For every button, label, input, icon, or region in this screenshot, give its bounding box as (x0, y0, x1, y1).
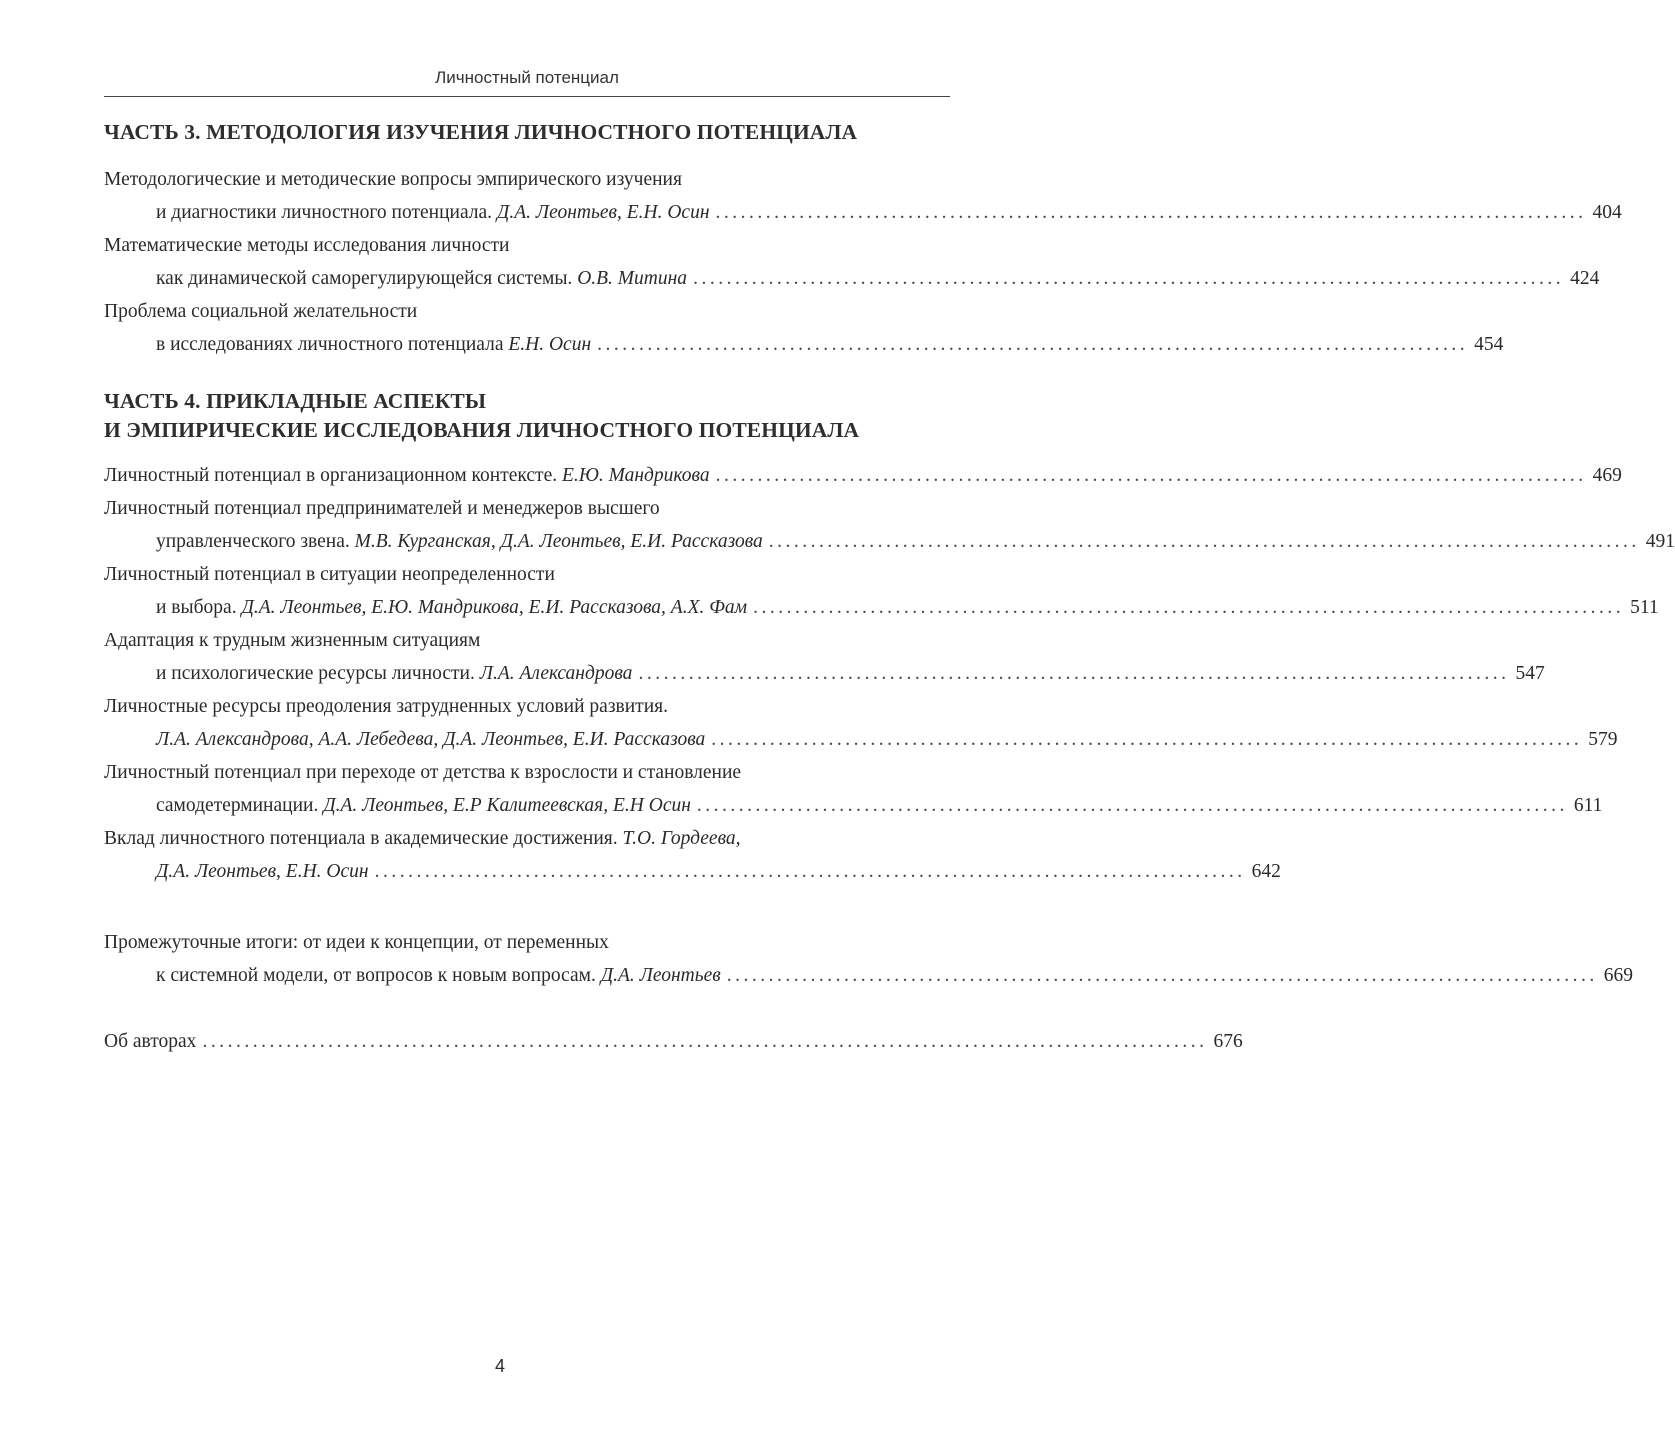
part-4-heading (104, 387, 948, 445)
entry-page: 579 (1588, 729, 1618, 750)
entry-author: О.В. Митина (577, 268, 688, 289)
toc-entry[interactable] (104, 756, 1603, 822)
toc-entry[interactable] (104, 229, 1600, 295)
toc-entry[interactable] (104, 690, 1618, 756)
entry-author-first: Т.О. Гордеева, (622, 828, 741, 849)
entry-title-cont: как динамической саморегулирующейся системы. (156, 268, 573, 289)
dot-leader: ........................................................................................................ (374, 861, 1246, 882)
toc-entry[interactable] (104, 492, 1675, 558)
part-4-heading-line1: ЧАСТЬ 4. ПРИКЛАДНЫЕ АСПЕКТЫ (104, 389, 487, 413)
entry-author: Д.А. Леонтьев, Е.Н. Осин (156, 861, 369, 882)
entry-title-line: Проблема социальной желательности (104, 301, 418, 322)
dot-leader: ........................................................................................................ (693, 268, 1565, 289)
entry-author: Д.А. Леонтьев, Е.Р Калитеевская, Е.Н Осин (323, 795, 691, 816)
dot-leader: ........................................................................................................ (711, 729, 1583, 750)
entry-author: Л.А. Александрова (479, 663, 633, 684)
entry-page: 404 (1592, 202, 1622, 223)
entry-author: Д.А. Леонтьев, Е.Ю. Мандрикова, Е.И. Рассказова, А.Х. Фам (241, 597, 748, 618)
toc-entry[interactable] (104, 459, 1622, 492)
entry-author: Е.Н. Осин (508, 334, 592, 355)
dot-leader: ........................................................................................................ (768, 531, 1640, 552)
dot-leader: ........................................................................................................ (726, 965, 1598, 986)
dot-leader: ........................................................................................................ (597, 334, 1469, 355)
header-rule (104, 96, 950, 97)
entry-title-line: Личностный потенциал в ситуации неопределенности (104, 564, 555, 585)
toc-entry[interactable] (104, 822, 1281, 888)
entry-title-cont: управленческого звена. (156, 531, 350, 552)
dot-leader: ........................................................................................................ (715, 465, 1587, 486)
entry-title-cont: самодетерминации. (156, 795, 319, 816)
dot-leader: ........................................................................................................................ (202, 1031, 1208, 1052)
entry-page: 611 (1573, 795, 1603, 816)
entry-author: М.В. Курганская, Д.А. Леонтьев, Е.И. Рассказова (354, 531, 763, 552)
entry-author: Д.А. Леонтьев (600, 965, 721, 986)
entry-title-line: Математические методы исследования личности (104, 235, 510, 256)
entry-title-line: Адаптация к трудным жизненным ситуациям (104, 630, 481, 651)
entry-title-cont: и выбора. (156, 597, 237, 618)
part-3-heading-text: ЧАСТЬ 3. МЕТОДОЛОГИЯ ИЗУЧЕНИЯ ЛИЧНОСТНОГО ПОТЕНЦИАЛА (104, 120, 858, 144)
entry-title: Личностный потенциал в организационном контексте. (104, 465, 558, 486)
entry-author: Е.Ю. Мандрикова (561, 465, 710, 486)
running-head: Личностный потенциал (435, 68, 619, 87)
table-of-contents (104, 118, 1675, 1058)
entry-title-line: Методологические и методические вопросы эмпирического изучения (104, 169, 682, 190)
entry-title-cont: и психологические ресурсы личности. (156, 663, 475, 684)
dot-leader: ........................................................................................................ (696, 795, 1568, 816)
entry-page: 469 (1592, 465, 1622, 486)
toc-entry[interactable] (104, 163, 1622, 229)
entry-title-cont: к системной модели, от вопросов к новым вопросам. (156, 965, 596, 986)
toc-entry[interactable] (104, 558, 1659, 624)
entry-page: 547 (1515, 663, 1545, 684)
entry-title: Об авторах (104, 1031, 197, 1052)
entry-title-cont: в исследованиях личностного потенциала (156, 334, 504, 355)
entry-title-cont: и диагностики личностного потенциала. (156, 202, 493, 223)
entry-page: 454 (1474, 334, 1504, 355)
entry-author: Д.А. Леонтьев, Е.Н. Осин (496, 202, 710, 223)
page-number: 4 (494, 1356, 505, 1376)
entry-title-line: Личностный потенциал при переходе от детства к взрослости и становление (104, 762, 742, 783)
entry-page: 491 (1645, 531, 1675, 552)
entry-page: 424 (1570, 268, 1600, 289)
entry-page: 511 (1630, 597, 1659, 618)
entry-title-line: Промежуточные итоги: от идеи к концепции, от переменных (104, 932, 609, 953)
dot-leader: ........................................................................................................ (753, 597, 1625, 618)
entry-title-line: Личностные ресурсы преодоления затрудненных условий развития. (104, 696, 668, 717)
entry-page: 676 (1213, 1031, 1243, 1052)
entry-title-line: Вклад личностного потенциала в академические достижения. (104, 828, 618, 849)
dot-leader: ........................................................................................................ (638, 663, 1510, 684)
toc-entry-closing[interactable] (104, 926, 1633, 992)
entry-title-line: Личностный потенциал предпринимателей и менеджеров высшего (104, 498, 660, 519)
toc-entry[interactable] (104, 295, 1504, 361)
entry-page: 669 (1603, 965, 1633, 986)
dot-leader: ........................................................................................................ (715, 202, 1587, 223)
toc-entry-about-authors[interactable] (104, 1025, 1243, 1058)
toc-entry[interactable] (104, 624, 1545, 690)
part-3-heading (104, 118, 948, 147)
entry-page: 642 (1251, 861, 1281, 882)
part-4-heading-line2: И ЭМПИРИЧЕСКИЕ ИССЛЕДОВАНИЯ ЛИЧНОСТНОГО ПОТЕНЦИАЛА (104, 418, 860, 442)
entry-author: Л.А. Александрова, А.А. Лебедева, Д.А. Леонтьев, Е.И. Рассказова (156, 729, 706, 750)
